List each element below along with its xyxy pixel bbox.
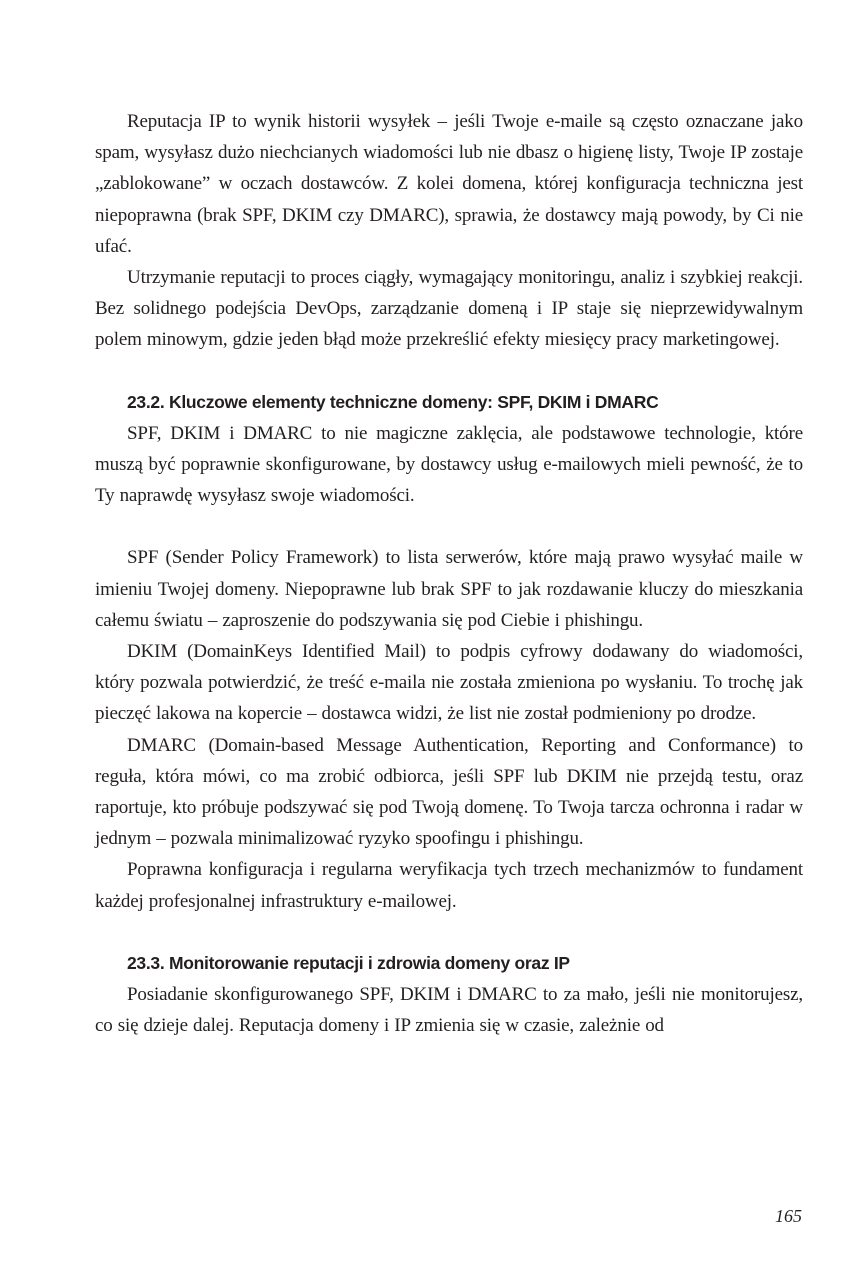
paragraph-spf-dkim-dmarc-intro: SPF, DKIM i DMARC to nie magiczne zaklęcia, ale podstawowe technologie, które muszą być poprawnie skonfigurowane, by dostawcy usług e-mailowych mieli pewność, że to Ty naprawdę wysyłasz swoje wiadomości. [95,422,803,507]
paragraph-spacer [95,511,803,542]
page-number: 165 [775,1206,802,1226]
section-spacer [95,356,803,387]
paragraph-dmarc: DMARC (Domain-based Message Authentication, Reporting and Conformance) to reguła, która mówi, co ma zrobić odbiorca, jeśli SPF lub DKIM nie przejdą testu, oraz raportuje, kto próbuje podszywać się pod Twoją domenę. To Twoja tarcza ochronna i radar w jednym – pozwala minimalizować ryzyko spoofingu i phishingu. [95,734,803,850]
paragraph-configuration-summary: Poprawna konfiguracja i regularna weryfikacja tych trzech mechanizmów to fundament każdej profesjonalnej infrastruktury e-mailowej. [95,859,803,912]
section-spacer [95,917,803,948]
paragraph-spf: SPF (Sender Policy Framework) to lista serwerów, które mają prawo wysyłać maile w imieniu Twojej domeny. Niepoprawne lub brak SPF to jak rozdawanie kluczy do mieszkania całemu światu – zaproszenie do podszywania się pod Ciebie i phishingu. [95,547,803,631]
paragraph-dkim: DKIM (DomainKeys Identified Mail) to podpis cyfrowy dodawany do wiadomości, który pozwala potwierdzić, że treść e-maila nie została zmieniona po wysłaniu. To trochę jak pieczęć lakowa na kopercie – dostawca widzi, że list nie został podmieniony po drodze. [95,641,803,725]
page-body [95,106,803,1041]
paragraph-ip-reputation: Reputacja IP to wynik historii wysyłek – jeśli Twoje e-maile są często oznaczane jako spam, wysyłasz dużo niechcianych wiadomości lub nie dbasz o higienę listy, Twoje IP zostaje „zablokowane” w oczach dostawców. Z kolei domena, której konfiguracja techniczna jest niepoprawna (brak SPF, DKIM czy DMARC), sprawia, że dostawcy mają powody, by Ci nie ufać. [95,111,803,257]
section-heading-23-3: 23.3. Monitorowanie reputacji i zdrowia domeny oraz IP [127,952,570,973]
paragraph-monitoring-intro: Posiadanie skonfigurowanego SPF, DKIM i DMARC to za mało, jeśli nie monitorujesz, co się dzieje dalej. Reputacja domeny i IP zmienia się w czasie, zależnie od [95,984,803,1037]
paragraph-maintaining-reputation: Utrzymanie reputacji to proces ciągły, wymagający monitoringu, analiz i szybkiej reakcji. Bez solidnego podejścia DevOps, zarządzanie domeną i IP staje się nieprzewidywalnym polem minowym, gdzie jeden błąd może przekreślić efekty miesięcy pracy marketingowej. [95,267,803,351]
section-heading-23-2: 23.2. Kluczowe elementy techniczne domeny: SPF, DKIM i DMARC [127,391,659,412]
